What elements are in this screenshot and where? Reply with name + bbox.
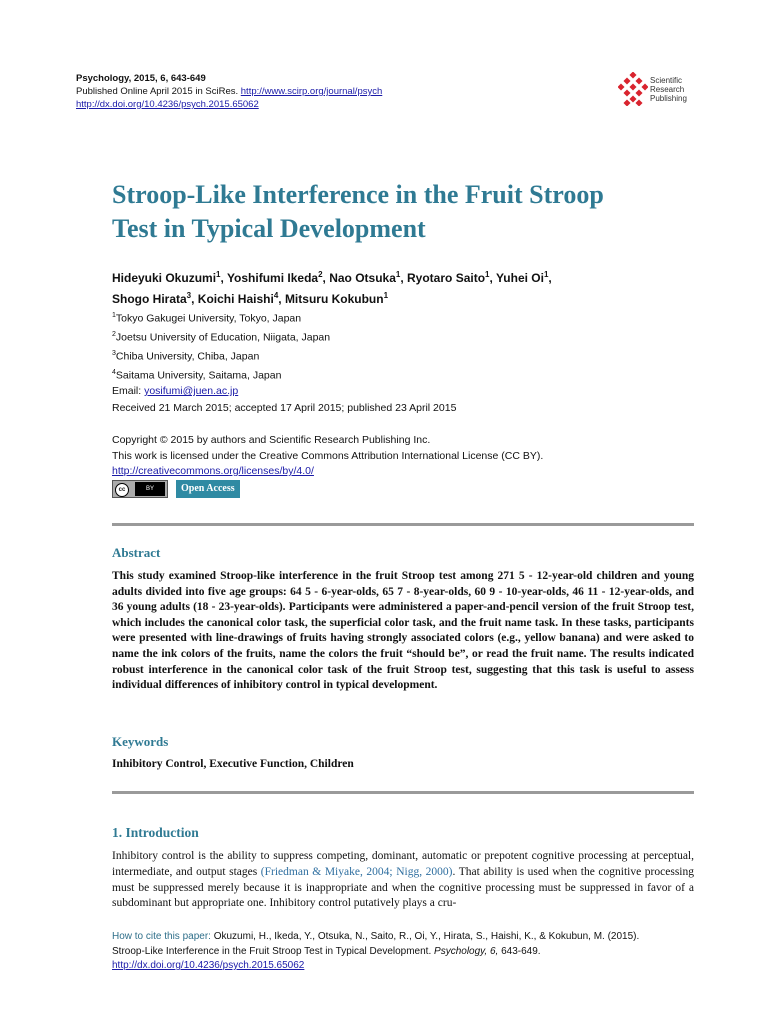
license-line: This work is licensed under the Creative Commons Attribution International License (CC BY). — [112, 449, 544, 462]
published-prefix: Published Online April 2015 in SciRes. — [76, 86, 241, 97]
author-name: Nao Otsuka — [329, 271, 396, 285]
copyright-line: Copyright © 2015 by authors and Scientific Research Publishing Inc. — [112, 434, 431, 446]
section-divider — [112, 791, 694, 794]
email-link[interactable]: yosifumi@juen.ac.jp — [144, 385, 239, 397]
publisher-logo-icon — [618, 72, 648, 106]
published-online-line — [76, 85, 382, 98]
logo-diamond — [641, 83, 648, 90]
author-affiliation-mark: 1 — [216, 270, 221, 279]
license-url-link[interactable]: http://creativecommons.org/licenses/by/4.0/ — [112, 465, 314, 477]
introduction-body — [112, 849, 694, 912]
logo-diamond — [635, 99, 642, 106]
affiliation-item — [112, 346, 330, 365]
copyright-block — [112, 433, 543, 480]
publisher-name-line3: Publishing — [650, 94, 687, 103]
author-affiliation-mark: 3 — [186, 291, 192, 300]
cite-journal: Psychology, 6, — [434, 945, 499, 957]
publisher-name-line1: Scientific — [650, 76, 683, 85]
affiliation-item — [112, 327, 330, 346]
author-separator: , — [400, 271, 408, 285]
author-line-2 — [112, 287, 672, 308]
author-name: Hideyuki Okuzumi — [112, 271, 217, 285]
logo-diamond — [629, 83, 636, 90]
introduction-heading: 1. Introduction — [112, 825, 199, 840]
affiliation-text: Chiba University, Chiba, Japan — [115, 350, 260, 363]
logo-diamond — [623, 99, 630, 106]
intro-text-part1: Inhibitory control is the ability to suppress competing, dominant, automatic or prepotent cognitive processing at perceptual, intermediate, and output stages — [112, 850, 694, 878]
by-icon: BY — [135, 482, 165, 496]
affiliation-item — [112, 365, 330, 384]
cite-title: Stroop-Like Interference in the Fruit Stroop Test in Typical Development. — [112, 945, 435, 957]
how-to-cite — [112, 930, 702, 974]
cc-by-badge[interactable] — [112, 480, 168, 498]
author-affiliation-mark: 1 — [543, 270, 549, 279]
abstract-body: This study examined Stroop-like interference in the fruit Stroop test among 271 5 - 12-year-old children and young adults divided into five age groups: 64 5 - 6-year-olds, 65 7 - 8-year-olds, 60 9 - 10-year-olds, 46 11 - 12-year-olds, and 36 young adults (18 - 23-year-olds). Participants were administered a paper-and-pencil version of the fruit Stroop test, which includes the canonical color task, the superficial color task, and the fruit name task. In these tasks, participants were presented with line-drawings of fruits having strongly associated colors (e.g., yellow banana) and were asked to name the ink colors of the fruits, name the colors the fruit “should be”, or read the fruit name. The results indicated robust interference in the canonical color task of the fruit Stroop test, suggesting that this task is useful to assess individual differences of inhibitory control in typical development. — [112, 570, 694, 692]
publisher-logo[interactable] — [618, 72, 708, 106]
affiliation-text: Joetsu University of Education, Niigata, Japan — [115, 331, 331, 344]
cite-doi-link[interactable]: http://dx.doi.org/10.4236/psych.2015.65062 — [112, 960, 305, 971]
affiliation-number: 3 — [112, 350, 116, 357]
cite-authors: Okuzumi, H., Ikeda, Y., Otsuka, N., Saito, R., Oi, Y., Hirata, S., Haishi, K., & Kokubun, M. (2015). — [210, 931, 640, 942]
journal-url-link[interactable]: http://www.scirp.org/journal/psych — [240, 86, 383, 97]
keywords-body: Inhibitory Control, Executive Function, Children — [112, 758, 354, 770]
open-access-badge[interactable]: Open Access — [176, 480, 240, 498]
logo-diamond — [635, 77, 642, 84]
article-title — [112, 178, 712, 246]
logo-diamond — [618, 83, 625, 90]
article-title-line2: Test in Typical Development — [112, 214, 426, 243]
email-line — [112, 384, 330, 400]
logo-diamond — [629, 95, 636, 102]
publisher-name-line2: Research — [650, 85, 685, 94]
author-separator: , — [489, 271, 496, 285]
publication-dates: Received 21 March 2015; accepted 17 April 2015; published 23 April 2015 — [112, 402, 457, 414]
author-affiliation-mark: 1 — [485, 270, 490, 279]
affiliation-number: 1 — [112, 312, 116, 319]
author-separator: , — [322, 271, 330, 285]
author-name: Yoshifumi Ikeda — [226, 271, 319, 285]
affiliation-item — [112, 308, 330, 327]
author-separator: , — [548, 271, 552, 285]
intro-text-part2: . That ability is used when the cognitive processing must be suppressed merely because it is inappropriate and when the cognitive processing must be suppressed in favor of a subdominant but appropriate one. Inhibitory control putatively plays a cru- — [112, 865, 694, 910]
affiliation-text: Saitama University, Saitama, Japan — [115, 369, 282, 382]
affiliation-list — [112, 308, 330, 400]
affiliation-number: 4 — [112, 369, 116, 376]
affiliation-text: Tokyo Gakugei University, Tokyo, Japan — [115, 312, 302, 325]
author-list — [112, 266, 672, 308]
cite-label: How to cite this paper: — [112, 931, 211, 942]
author-affiliation-mark: 2 — [318, 270, 323, 279]
license-badges — [112, 480, 240, 498]
author-name: Ryotaro Saito — [407, 271, 486, 285]
article-title-line1: Stroop-Like Interference in the Fruit Stroop — [112, 180, 604, 209]
author-separator: , — [220, 271, 227, 285]
intro-citation-link[interactable]: (Friedman & Miyake, 2004; Nigg, 2000) — [260, 865, 453, 878]
author-separator: , — [278, 292, 285, 306]
doi-link[interactable]: http://dx.doi.org/10.4236/psych.2015.65062 — [76, 99, 259, 110]
affiliation-number: 2 — [112, 331, 116, 338]
logo-diamond — [623, 77, 630, 84]
author-separator: , — [191, 292, 198, 306]
cc-icon: cc — [115, 483, 129, 497]
cite-pages: 643-649. — [498, 945, 541, 957]
abstract-heading: Abstract — [112, 545, 161, 560]
keywords-heading: Keywords — [112, 734, 169, 749]
author-name: Yuhei Oi — [495, 271, 544, 285]
author-line-1 — [112, 266, 672, 287]
author-affiliation-mark: 1 — [395, 270, 401, 279]
journal-citation: Psychology, 2015, 6, 643-649 — [76, 73, 206, 84]
publisher-name — [650, 76, 687, 103]
journal-header — [76, 72, 382, 111]
logo-diamond — [635, 89, 642, 96]
author-affiliation-mark: 4 — [273, 291, 279, 300]
author-name: Koichi Haishi — [197, 292, 274, 306]
logo-diamond — [629, 72, 636, 79]
logo-diamond — [623, 89, 630, 96]
author-name: Mitsuru Kokubun — [284, 292, 384, 306]
email-label: Email: — [112, 385, 145, 397]
section-divider — [112, 523, 694, 526]
cite-line-2 — [112, 945, 702, 960]
cite-line-1 — [112, 930, 702, 945]
author-affiliation-mark: 1 — [383, 291, 389, 300]
author-name: Shogo Hirata — [112, 292, 187, 306]
